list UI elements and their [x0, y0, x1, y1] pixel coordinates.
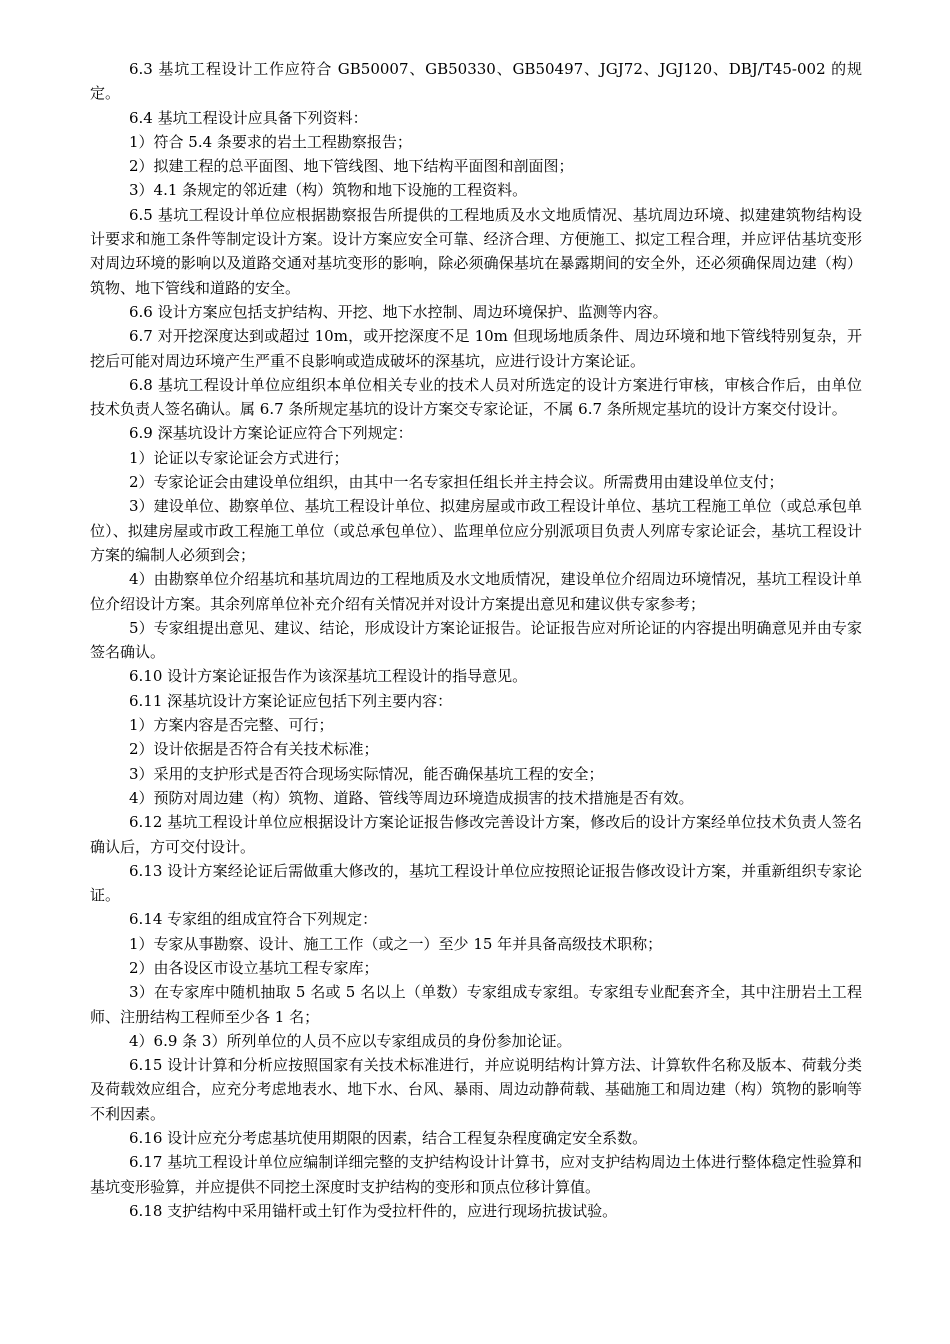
clause-6-14-item-4: 4）6.9 条 3）所列单位的人员不应以专家组成员的身份参加论证。	[129, 1031, 572, 1050]
clause-6-4: 6.4 基坑工程设计应具备下列资料：	[129, 108, 368, 127]
clause-6-16: 6.16 设计应充分考虑基坑使用期限的因素，结合工程复杂程度确定安全系数。	[129, 1129, 648, 1148]
clause-6-9-item-4: 4）由勘察单位介绍基坑和基坑周边的工程地质及水文地质情况，建设单位介绍周边环境情况，基坑工程设计单位介绍设计方案。其余列席单位补充介绍有关情况并对设计方案提出意见和建议供专家参考；	[90, 570, 862, 613]
clause-6-4-item-3: 3）4.1 条规定的邻近建（构）筑物和地下设施的工程资料。	[129, 181, 528, 200]
clause-6-6: 6.6 设计方案应包括支护结构、开挖、地下水控制、周边环境保护、监测等内容。	[129, 302, 668, 321]
clause-6-14-item-1: 1）专家从事勘察、设计、施工工作（或之一）至少 15 年并具备高级技术职称；	[129, 934, 663, 953]
clause-6-9-item-5: 5）专家组提出意见、建议、结论，形成设计方案论证报告。论证报告应对所论证的内容提出明确意见并由专家签名确认。	[90, 618, 862, 662]
clause-6-5: 6.5 基坑工程设计单位应根据勘察报告所提供的工程地质及水文地质情况、基坑周边环境、拟建建筑物结构设计要求和施工条件等制定设计方案。设计方案应安全可靠、经济合理、方便施工、拟定工程合理，并应评估基坑变形对周边环境的影响以及道路交通对基坑变形的影响，除必须确保基坑在暴露期间的安全外，还必须确保周边建（构）筑物、地下管线和道路的安全。	[90, 205, 862, 297]
clause-6-9: 6.9 深基坑设计方案论证应符合下列规定：	[129, 424, 413, 443]
clause-6-9-item-1: 1）论证以专家论证会方式进行；	[129, 448, 349, 467]
clause-6-3: 6.3 基坑工程设计工作应符合 GB50007、GB50330、GB50497、JGJ72、JGJ120、DBJ/T45-002 的规定。	[90, 60, 862, 103]
clause-6-13: 6.13 设计方案经论证后需做重大修改的，基坑工程设计单位应按照论证报告修改设计方案，并重新组织专家论证。	[90, 861, 862, 905]
clause-6-11-item-2: 2）设计依据是否符合有关技术标准；	[129, 740, 379, 759]
clause-6-4-item-2: 2）拟建工程的总平面图、地下管线图、地下结构平面图和剖面图；	[129, 157, 574, 176]
clause-6-11: 6.11 深基坑设计方案论证应包括下列主要内容：	[129, 691, 453, 710]
clause-6-18: 6.18 支护结构中采用锚杆或土钉作为受拉杆件的，应进行现场抗拔试验。	[129, 1201, 618, 1220]
clause-6-11-item-4: 4）预防对周边建（构）筑物、道路、管线等周边环境造成损害的技术措施是否有效。	[129, 788, 694, 807]
clause-6-17: 6.17 基坑工程设计单位应编制详细完整的支护结构设计计算书，应对支护结构周边土体进行整体稳定性验算和基坑变形验算，并应提供不同挖土深度时支护结构的变形和顶点位移计算值。	[90, 1153, 862, 1196]
clause-6-14: 6.14 专家组的组成宜符合下列规定：	[129, 910, 378, 929]
clause-6-10: 6.10 设计方案论证报告作为该深基坑工程设计的指导意见。	[129, 667, 528, 686]
clause-6-9-item-3: 3）建设单位、勘察单位、基坑工程设计单位、拟建房屋或市政工程设计单位、基坑工程施工单位（或总承包单位）、拟建房屋或市政工程施工单位（或总承包单位）、监理单位应分别派项目负责人列席专家论证会，基坑工程设计方案的编制人必须到会；	[90, 497, 862, 564]
clause-6-15: 6.15 设计计算和分析应按照国家有关技术标准进行，并应说明结构计算方法、计算软件名称及版本、荷载分类及荷载效应组合，应充分考虑地表水、地下水、台风、暴雨、周边动静荷载、基础施工和周边建（构）筑物的影响等不利因素。	[90, 1056, 862, 1123]
clause-6-14-item-2: 2）由各设区市设立基坑工程专家库；	[129, 958, 379, 977]
clause-6-12: 6.12 基坑工程设计单位应根据设计方案论证报告修改完善设计方案，修改后的设计方案经单位技术负责人签名确认后，方可交付设计。	[90, 813, 862, 856]
clause-6-9-item-2: 2）专家论证会由建设单位组织，由其中一名专家担任组长并主持会议。所需费用由建设单位支付；	[129, 473, 784, 492]
clause-6-8: 6.8 基坑工程设计单位应组织本单位相关专业的技术人员对所选定的设计方案进行审核，审核合作后，由单位技术负责人签名确认。属 6.7 条所规定基坑的设计方案交专家论证，不属 6.7 条所规定基坑的设计方案交付设计。	[90, 375, 862, 419]
document-body	[90, 57, 862, 1223]
clause-6-14-item-3: 3）在专家库中随机抽取 5 名或 5 名以上（单数）专家组成专家组。专家组专业配套齐全，其中注册岩土工程师、注册结构工程师至少各 1 名；	[90, 983, 862, 1026]
clause-6-11-item-3: 3）采用的支护形式是否符合现场实际情况，能否确保基坑工程的安全；	[129, 764, 604, 783]
clause-6-11-item-1: 1）方案内容是否完整、可行；	[129, 716, 334, 735]
clause-6-4-item-1: 1）符合 5.4 条要求的岩土工程勘察报告；	[129, 132, 412, 151]
clause-6-7: 6.7 对开挖深度达到或超过 10m，或开挖深度不足 10m 但现场地质条件、周边环境和地下管线特别复杂，开挖后可能对周边环境产生严重不良影响或造成破坏的深基坑，应进行设计方案论证。	[90, 327, 862, 370]
